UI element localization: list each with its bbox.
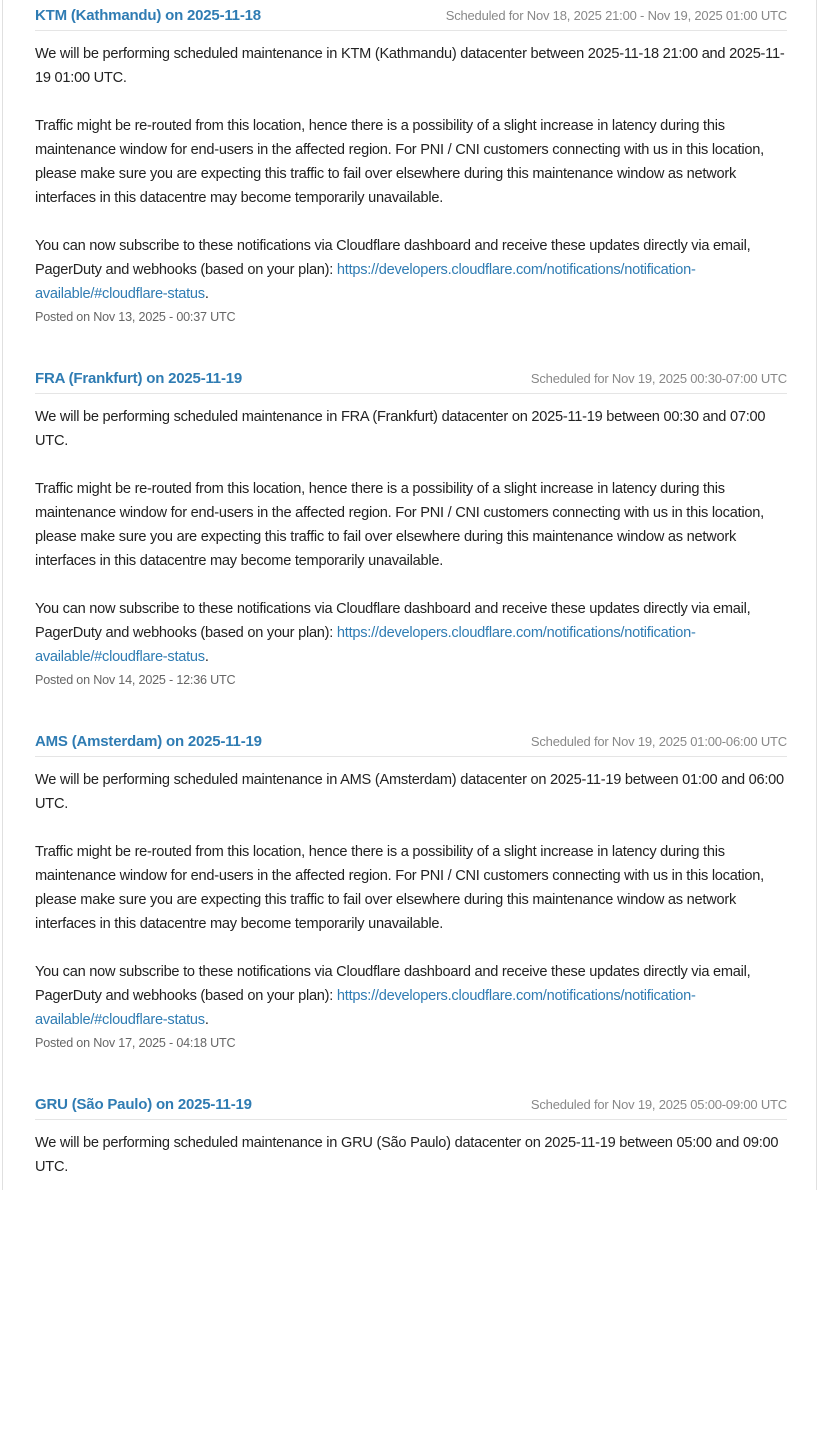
subscribe-notice: You can now subscribe to these notifications via Cloudflare dashboard and receive these updates directly via email, PagerDuty and webhooks (based on your plan): https://developers.cloudflare.com/notifications/notification-available/#cloudflare-status. (35, 964, 751, 1028)
notifications-link[interactable]: https://developers.cloudflare.com/notifications/notification-available/#cloudflare-status (35, 988, 696, 1028)
incident-item (35, 1089, 787, 1452)
scheduled-time: Scheduled for Nov 19, 2025 00:30-07:00 UTC (530, 371, 787, 386)
incident-header (35, 1089, 787, 1120)
posted-date: Posted on Nov 14, 2025 - 12:36 UTC (35, 673, 236, 687)
incident-list (2, 0, 817, 1190)
incident-body (35, 768, 787, 1032)
posted-date: Posted on Nov 13, 2025 - 00:37 UTC (35, 310, 236, 324)
incident-title-link[interactable]: AMS (Amsterdam) on 2025-11-19 (35, 733, 262, 750)
maintenance-summary: We will be performing scheduled maintenance in KTM (Kathmandu) datacenter between 2025-11-18 21:00 and 2025-11-19 01:00 UTC. (35, 46, 785, 86)
incident-header (35, 363, 787, 394)
subscribe-notice: You can now subscribe to these notifications via Cloudflare dashboard and receive these updates directly via email, PagerDuty and webhooks (based on your plan): https://developers.cloudflare.com/notifications/notification-available/#cloudflare-status. (35, 601, 751, 665)
incident-title-link[interactable]: FRA (Frankfurt) on 2025-11-19 (35, 370, 243, 387)
incident-body (35, 42, 787, 306)
subscribe-text: You can now subscribe to these notifications via Cloudflare dashboard and receive these updates directly via email, PagerDuty and webhooks (based on your plan): (35, 238, 751, 278)
traffic-notice: Traffic might be re-routed from this location, hence there is a possibility of a slight increase in latency during this maintenance window for end-users in the affected region. For PNI / CNI customers connecting with us in this location, please make sure you are expecting this traffic to fail over elsewhere during this maintenance window as network interfaces in this datacentre may become temporarily unavailable. (35, 481, 764, 569)
incident-item (35, 363, 787, 726)
posted-date: Posted on Nov 17, 2025 - 04:18 UTC (35, 1036, 236, 1050)
maintenance-summary: We will be performing scheduled maintenance in FRA (Frankfurt) datacenter on 2025-11-19 between 00:30 and 07:00 UTC. (35, 409, 766, 449)
incident-header (35, 0, 787, 31)
subscribe-text: You can now subscribe to these notifications via Cloudflare dashboard and receive these updates directly via email, PagerDuty and webhooks (based on your plan): (35, 601, 751, 641)
notifications-link[interactable]: https://developers.cloudflare.com/notifications/notification-available/#cloudflare-status (35, 262, 696, 302)
incident-body (35, 405, 787, 669)
scheduled-time: Scheduled for Nov 19, 2025 05:00-09:00 UTC (530, 1097, 787, 1112)
scheduled-time: Scheduled for Nov 18, 2025 21:00 - Nov 19, 2025 01:00 UTC (445, 8, 787, 23)
incident-item (35, 0, 787, 363)
maintenance-summary: We will be performing scheduled maintenance in GRU (São Paulo) datacenter on 2025-11-19 between 05:00 and 09:00 UTC. (35, 1135, 779, 1175)
traffic-notice: Traffic might be re-routed from this location, hence there is a possibility of a slight increase in latency during this maintenance window for end-users in the affected region. For PNI / CNI customers connecting with us in this location, please make sure you are expecting this traffic to fail over elsewhere during this maintenance window as network interfaces in this datacentre may become temporarily unavailable. (35, 118, 764, 206)
incident-item (35, 726, 787, 1089)
incident-title-link[interactable]: GRU (São Paulo) on 2025-11-19 (35, 1096, 252, 1113)
incident-header (35, 726, 787, 757)
incident-body (35, 1131, 787, 1179)
subscribe-notice: You can now subscribe to these notifications via Cloudflare dashboard and receive these updates directly via email, PagerDuty and webhooks (based on your plan): https://developers.cloudflare.com/notifications/notification-available/#cloudflare-status. (35, 238, 751, 302)
maintenance-summary: We will be performing scheduled maintenance in AMS (Amsterdam) datacenter on 2025-11-19 between 01:00 and 06:00 UTC. (35, 772, 784, 812)
traffic-notice: Traffic might be re-routed from this location, hence there is a possibility of a slight increase in latency during this maintenance window for end-users in the affected region. For PNI / CNI customers connecting with us in this location, please make sure you are expecting this traffic to fail over elsewhere during this maintenance window as network interfaces in this datacentre may become temporarily unavailable. (35, 844, 764, 932)
scheduled-time: Scheduled for Nov 19, 2025 01:00-06:00 UTC (530, 734, 787, 749)
subscribe-text: You can now subscribe to these notifications via Cloudflare dashboard and receive these updates directly via email, PagerDuty and webhooks (based on your plan): (35, 964, 751, 1004)
incident-title-link[interactable]: KTM (Kathmandu) on 2025-11-18 (35, 7, 261, 24)
notifications-link[interactable]: https://developers.cloudflare.com/notifications/notification-available/#cloudflare-status (35, 625, 696, 665)
